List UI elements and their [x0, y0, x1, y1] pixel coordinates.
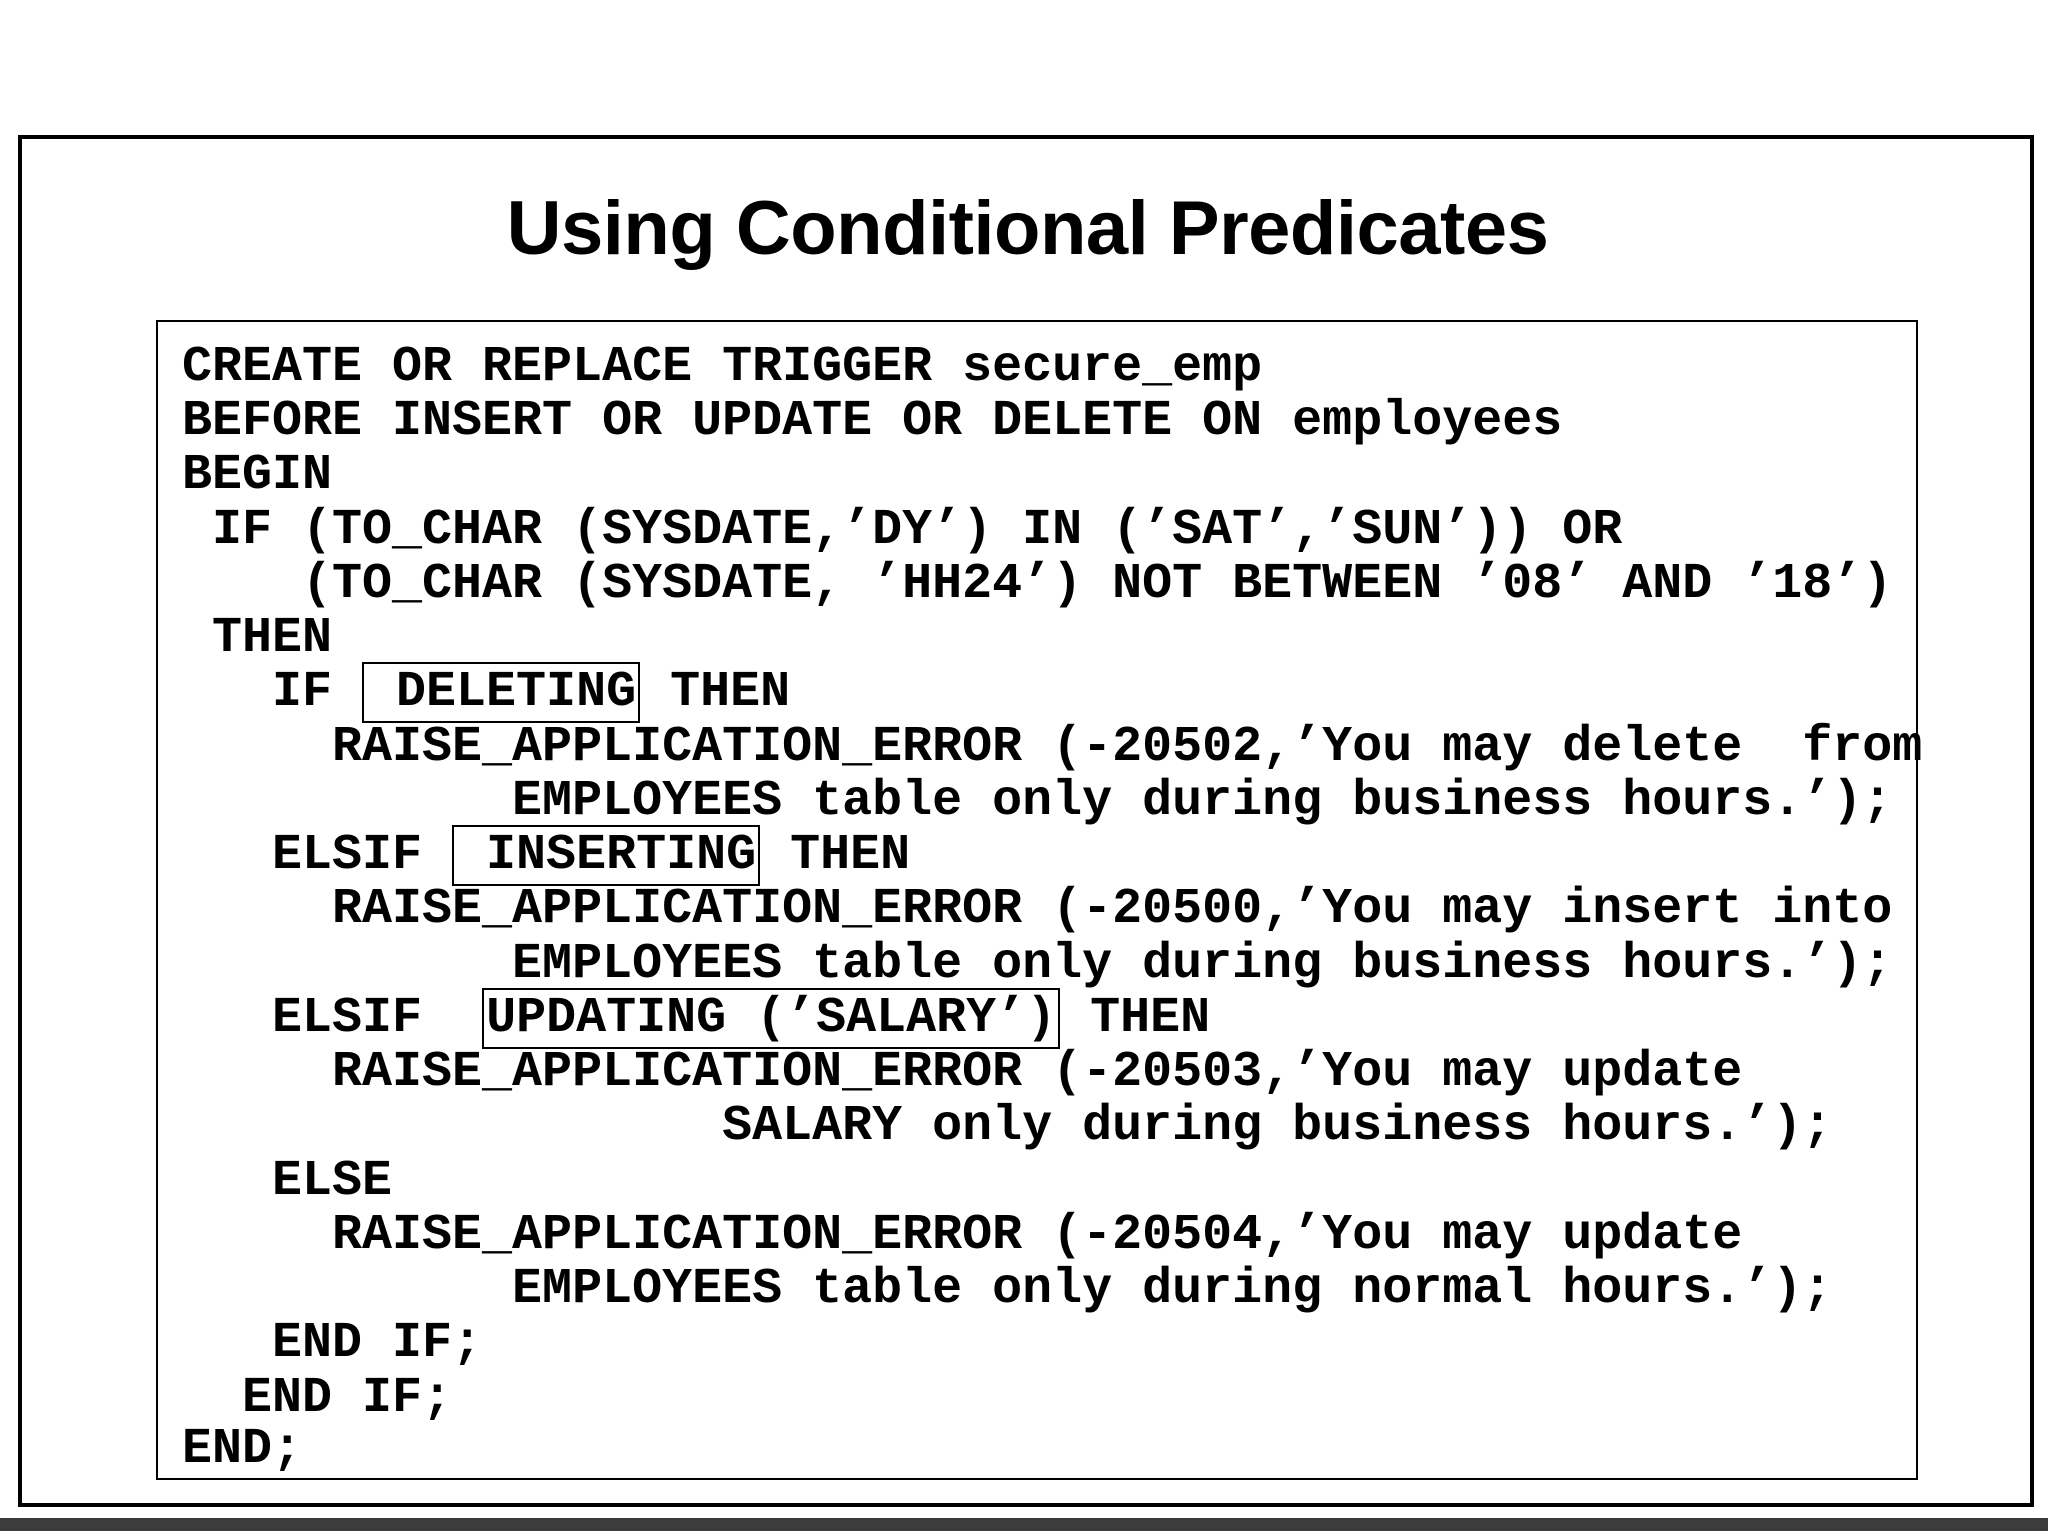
code-line: BEGIN: [182, 447, 333, 504]
code-line: RAISE_APPLICATION_ERROR (-20500,’You may insert into: [182, 881, 1893, 938]
slide-title: Using Conditional Predicates: [506, 186, 1549, 271]
code-text: ELSIF: [182, 827, 453, 884]
code-text: THEN: [1060, 990, 1211, 1047]
bottom-bar: [0, 1518, 2048, 1531]
code-line: [182, 665, 790, 721]
code-text: THEN: [760, 827, 911, 884]
code-line: END IF;: [182, 1315, 483, 1372]
code-line: BEFORE INSERT OR UPDATE OR DELETE ON employees: [182, 393, 1563, 450]
code-line: EMPLOYEES table only during business hours.’);: [182, 773, 1893, 830]
code-line: RAISE_APPLICATION_ERROR (-20503,’You may update: [182, 1044, 1743, 1101]
code-text: THEN: [640, 664, 791, 721]
code-line: ELSE: [182, 1153, 393, 1210]
code-text: IF: [182, 664, 363, 721]
code-line: END;: [182, 1421, 303, 1478]
code-line: RAISE_APPLICATION_ERROR (-20502,’You may delete from: [182, 719, 1923, 776]
code-line: EMPLOYEES table only during normal hours.’);: [182, 1261, 1833, 1318]
code-line: EMPLOYEES table only during business hours.’);: [182, 936, 1893, 993]
inserting-predicate-box: INSERTING: [452, 825, 760, 886]
code-line: RAISE_APPLICATION_ERROR (-20504,’You may update: [182, 1207, 1743, 1264]
code-line: IF (TO_CHAR (SYSDATE,’DY’) IN (’SAT’,’SUN’)) OR: [182, 502, 1623, 559]
updating-predicate-box: UPDATING (’SALARY’): [482, 988, 1060, 1049]
code-line: SALARY only during business hours.’);: [182, 1098, 1833, 1155]
deleting-predicate-box: DELETING: [362, 662, 640, 723]
code-line: [182, 991, 1210, 1047]
code-line: END IF;: [182, 1370, 453, 1427]
code-listing: [156, 320, 1923, 1480]
code-line: (TO_CHAR (SYSDATE, ’HH24’) NOT BETWEEN ’08’ AND ’18’): [182, 556, 1893, 613]
code-line: THEN: [182, 610, 333, 667]
code-text: ELSIF: [182, 990, 483, 1047]
code-line: CREATE OR REPLACE TRIGGER secure_emp: [182, 339, 1263, 396]
code-line: [182, 828, 910, 884]
